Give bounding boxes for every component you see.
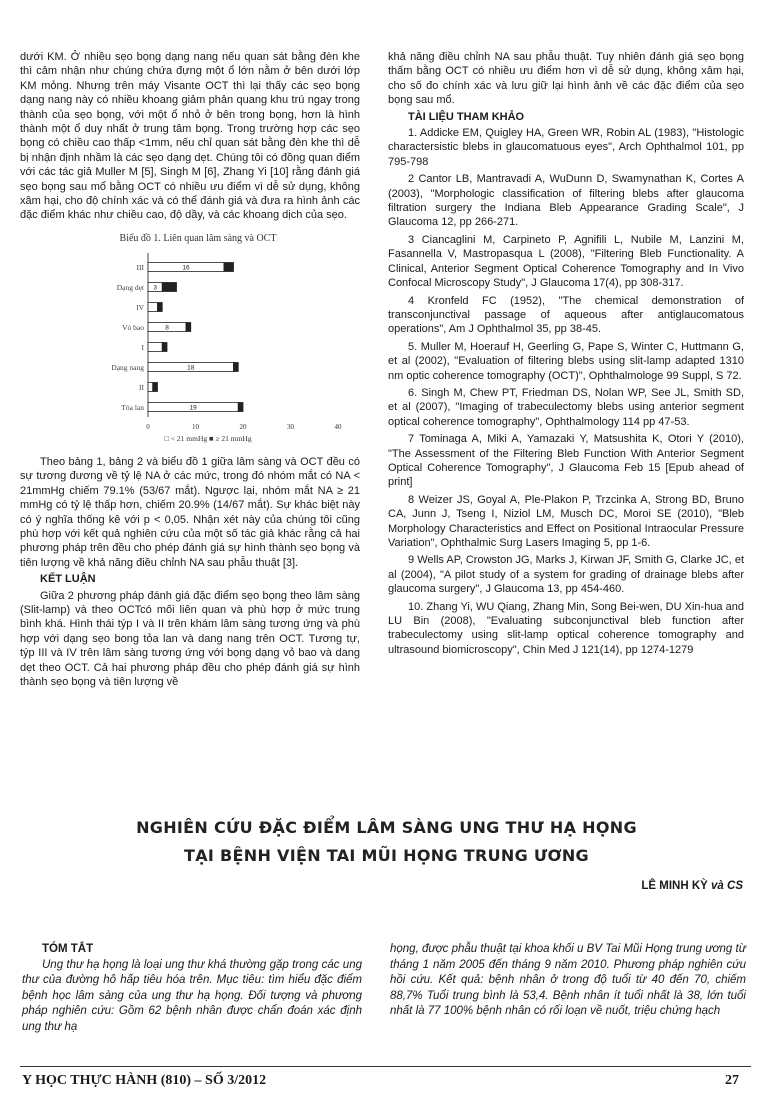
bar-below-21	[148, 342, 162, 351]
abstract-right: họng, được phẫu thuật tại khoa khối u BV Tai Mũi Họng trung ương từ tháng 1 năm 2005 đến tháng 9 năm 2010. Phương pháp nghiên cứu hồi cứu. Kết quả: bệnh nhân ở trong độ tuổi từ 40 đến 70, chiếm 88,7% Tuổi trung bình là 53,4. Bệnh nhân ít tuổi nhất là 38, lớn tuổi nhất là 77 100% bệnh nhân có rối loạn về nuốt, triệu chứng hạch	[390, 943, 746, 1017]
x-tick-label: 0	[146, 422, 150, 431]
category-label: Dạng dẹt	[116, 282, 144, 292]
bar-above-21	[158, 302, 163, 311]
heading-conclusion: KẾT LUẬN	[40, 573, 96, 586]
reference-item: 1. Addicke EM, Quigley HA, Green WR, Robin AL (1983), "Histologic charactersistic blebs in glaucomatuous eyes", Arch Ophthalmol 101, pp 795-798	[388, 127, 744, 168]
chart-title: Biểu đồ 1. Liên quan lâm sàng và OCT	[119, 232, 277, 244]
category-label: Dạng nang	[111, 362, 144, 372]
article-title-line-2: TẠI BỆNH VIỆN TAI MŨI HỌNG TRUNG ƯƠNG	[184, 846, 589, 865]
bar-above-21	[153, 382, 158, 391]
category-label: I	[141, 342, 144, 352]
category-label: Vỏ bao	[122, 322, 144, 332]
bar-below-21	[148, 382, 153, 391]
category-label: II	[139, 382, 144, 392]
bar-above-21	[162, 342, 167, 351]
bar-below-21	[148, 302, 158, 311]
data-label: 3	[153, 284, 157, 292]
reference-item: 3 Ciancaglini M, Carpineto P, Agnifili L, Nubile M, Lanzini M, Fasannella V, Mastropasqua L (2008), "Filtering Bleb Functionality. A Clinical, Anterior Segment Optical Coherence Tomography and In Vivo Confocal Microscopy Study", J Glaucoma 17(4), pp 308-317.	[388, 233, 744, 290]
reference-item: 2 Cantor LB, Mantravadi A, WuDunn D, Swamynathan K, Cortes A (2003), "Morphologic classification of filtering blebs after glaucoma filtration surgery the Indiana Bleb Appearance Grading Scale", J Glaucoma 12, pp 266-271.	[388, 173, 744, 229]
footer-rule	[20, 1066, 751, 1067]
chart-bieu-do-1	[48, 229, 348, 449]
data-label: 19	[189, 404, 197, 412]
reference-item: 5. Muller M, Hoerauf H, Geerling G, Pape S, Winter C, Huttmann G, et al (2002), "Evaluation of filtering blebs using slit-lamp adapted 1310 nm optic coherence tomography (OCT)", Ophthalmologe 99 Suppl, S 72.	[388, 340, 744, 382]
category-label: IV	[136, 302, 144, 312]
reference-item: 6. Singh M, Chew PT, Friedman DS, Nolan WP, See JL, Smith SD, et al (2007), "Imaging of trabeculectomy blebs using anterior segment optical coherence tomography", Ophthalmology 114 pp 47-53.	[388, 386, 744, 428]
bar-above-21	[238, 402, 243, 411]
chart-legend: □ < 21 mmHg ■ ≥ 21 mmHg	[164, 433, 252, 443]
footer-journal: Y HỌC THỰC HÀNH (810) – SỐ 3/2012	[22, 1073, 267, 1088]
reference-item: 4 Kronfeld FC (1952), "The chemical demonstration of transconjunctival passage of aqueous after antiglaucomatous operations", Am J Ophthalmol 35, pp 38-45.	[388, 294, 744, 336]
reference-item: 10. Zhang Yi, WU Qiang, Zhang Min, Song Bei-wen, DU Xin-hua and LU Bin (2008), "Evaluating subconjunctival bleb function after trabeculectomy using slit-lamp optical coherence tomography and ultrasound biomicroscopy", Chin Med J 121(14), pp 1274-1279	[388, 600, 744, 656]
x-tick-label: 10	[192, 422, 199, 431]
abstract-left	[22, 942, 362, 1035]
x-tick-label: 20	[239, 422, 247, 431]
right-column	[388, 50, 744, 660]
article-title-line-1: NGHIÊN CỨU ĐẶC ĐIỂM LÂM SÀNG UNG THƯ HẠ HỌNG	[136, 818, 637, 837]
x-tick-label: 30	[287, 422, 294, 431]
heading-references: TÀI LIỆU THAM KHẢO	[408, 110, 525, 123]
abstract-left-text: Ung thư hạ họng là loại ung thư khá thường gặp trong các ung thư của đường hô hấp tiêu hóa trên. Mục tiêu: tìm hiểu đặc điểm bệnh học lâm sàng của ung thư hạ họng. Đối tượng và phương pháp nghiên cứu: Gồm 62 bệnh nhân được chẩn đoán xác định ung thư hạ	[22, 958, 362, 1033]
abstract-heading: TÓM TẮT	[42, 943, 94, 955]
chart-plot	[111, 253, 342, 431]
data-label: 18	[187, 364, 195, 372]
reference-item: 7 Tominaga A, Miki A, Yamazaki Y, Matsushita K, Otori Y (2010), "The Assessment of the Filtering Bleb Function With Anterior Segment Optical Coherence Tomography", J Glaucoma Feb 15 [Epub ahead of print]	[388, 433, 744, 489]
x-tick-label: 40	[334, 422, 342, 431]
data-label: 8	[165, 324, 169, 332]
chart-svg	[48, 229, 348, 449]
reference-item: 9 Wells AP, Crowston JG, Marks J, Kirwan JF, Smith G, Clarke JC, et al (2004), "A pilot study of a system for grading of drainage blebs after glaucoma surgery", J Glaucoma 13, pp 454-460.	[388, 554, 744, 596]
reference-item: 8 Weizer JS, Goyal A, Ple-Plakon P, Trzcinka A, Strong BD, Bruno CA, Junn J, Tseng I, Niziol LM, Musch DC, Moroi SE (2010), "Bleb Morphology Characteristics and Effect on Positional Intraocular Pressure Variation", Ophthalmic Surg Lasers Imaging 5, pp 1-6.	[388, 493, 744, 549]
data-label: 16	[182, 264, 190, 272]
author-suffix: và CS	[711, 880, 743, 892]
right-paragraph-1: khả năng điều chỉnh NA sau phẫu thuật. Tuy nhiên đánh giá sẹo bọng thấm bằng OCT có nhiều ưu điểm hơn vì dễ sử dụng, không xâm hại, cho số đo chính xác và lưu giữ lại hình ảnh về các đặc điểm của sẹo bọng sau mổ.	[388, 51, 744, 107]
bar-above-21	[186, 322, 191, 331]
article-authors	[641, 880, 743, 892]
bar-above-21	[162, 282, 176, 291]
footer-page-number: 27	[725, 1073, 739, 1088]
category-label: III	[136, 262, 144, 272]
author-name: LÊ MINH KỲ	[641, 880, 708, 892]
category-label: Tỏa lan	[121, 402, 144, 412]
left-column	[20, 50, 360, 691]
bar-above-21	[234, 362, 239, 371]
left-paragraph-3: Giữa 2 phương pháp đánh giá đặc điểm sẹo bọng theo lâm sàng (Slit-lamp) và theo OCTcó mối liên quan và phù hợp ở mức trung bình khá. Hình thái týp I và II trên khám lâm sàng tương ứng và phù hợp với dạng sẹo bong tỏa lan và dang nang trên OCT. Tương tự, týp III và IV trên lâm sàng tương ứng với bọng dạng vỏ bao và dang dẹt theo OCT. Cả hai phương pháp đều cho phép đánh giá sự hình thành sẹo bọng và tiên lượng về	[20, 589, 360, 688]
bar-above-21	[224, 262, 234, 271]
left-paragraph-2: Theo bảng 1, bảng 2 và biểu đồ 1 giữa lâm sàng và OCT đều có sự tương đương về tỷ lệ NA ở các mức, trong đó nhóm mắt có NA < 21mmHg chiếm 79.1% (53/67 mắt). Ngược lại, nhóm mắt NA ≥ 21 mmHg có tỷ lệ thấp hơn, chiếm 20.9% (14/67 mắt). Sự khác biệt này có ý nghĩa thống kê với p < 0,05. Nhận xét này của chúng tôi cũng phù hợp với kết quả nghiên cứu của một số tác giả khác rằng cả hai phương pháp trên đều cho phép đánh giá sự hình thành sẹo bọng và tiên lượng về khả năng điều chỉnh NA sau phẫu thuật [3].	[20, 455, 360, 569]
left-paragraph-1: dưới KM. Ở nhiều sẹo bọng dạng nang nếu quan sát bằng đèn khe thì cảm nhận như chúng chứa đựng một ổ lớn nằm ở bên dưới lớp KM mỏng. Nhưng trên máy Visante OCT thì lại thấy các sẹo bọng dạng nang này có nhiều khoang giảm phản quang khu trú ngay trong thành của sẹo bọng, với một ổ nhỏ ở bên trong bọng, hơn là hình thành một ổ duy nhất ở trung tâm bọng. Trong trường hợp các sẹo bọng có chiều cao thấp <1mm, nếu chỉ quan sát bằng đèn khe thì dễ bị nhận định nhầm là các sẹo dạng dẹt. Chúng tôi có đồng quan điểm với các tác giả Muller M [5], Singh M [6], Zhang Yi [10] rằng đánh giá sẹo bọng sau mổ bằng OCT có nhiều ưu điểm vì dễ sử dụng, không xâm hại, cho độ chính xác và có thể đánh giá và đưa ra hình ảnh các đặc điểm khác như chiều cao, độ dầy, và các khoang dịch của sẹo.	[20, 51, 360, 222]
